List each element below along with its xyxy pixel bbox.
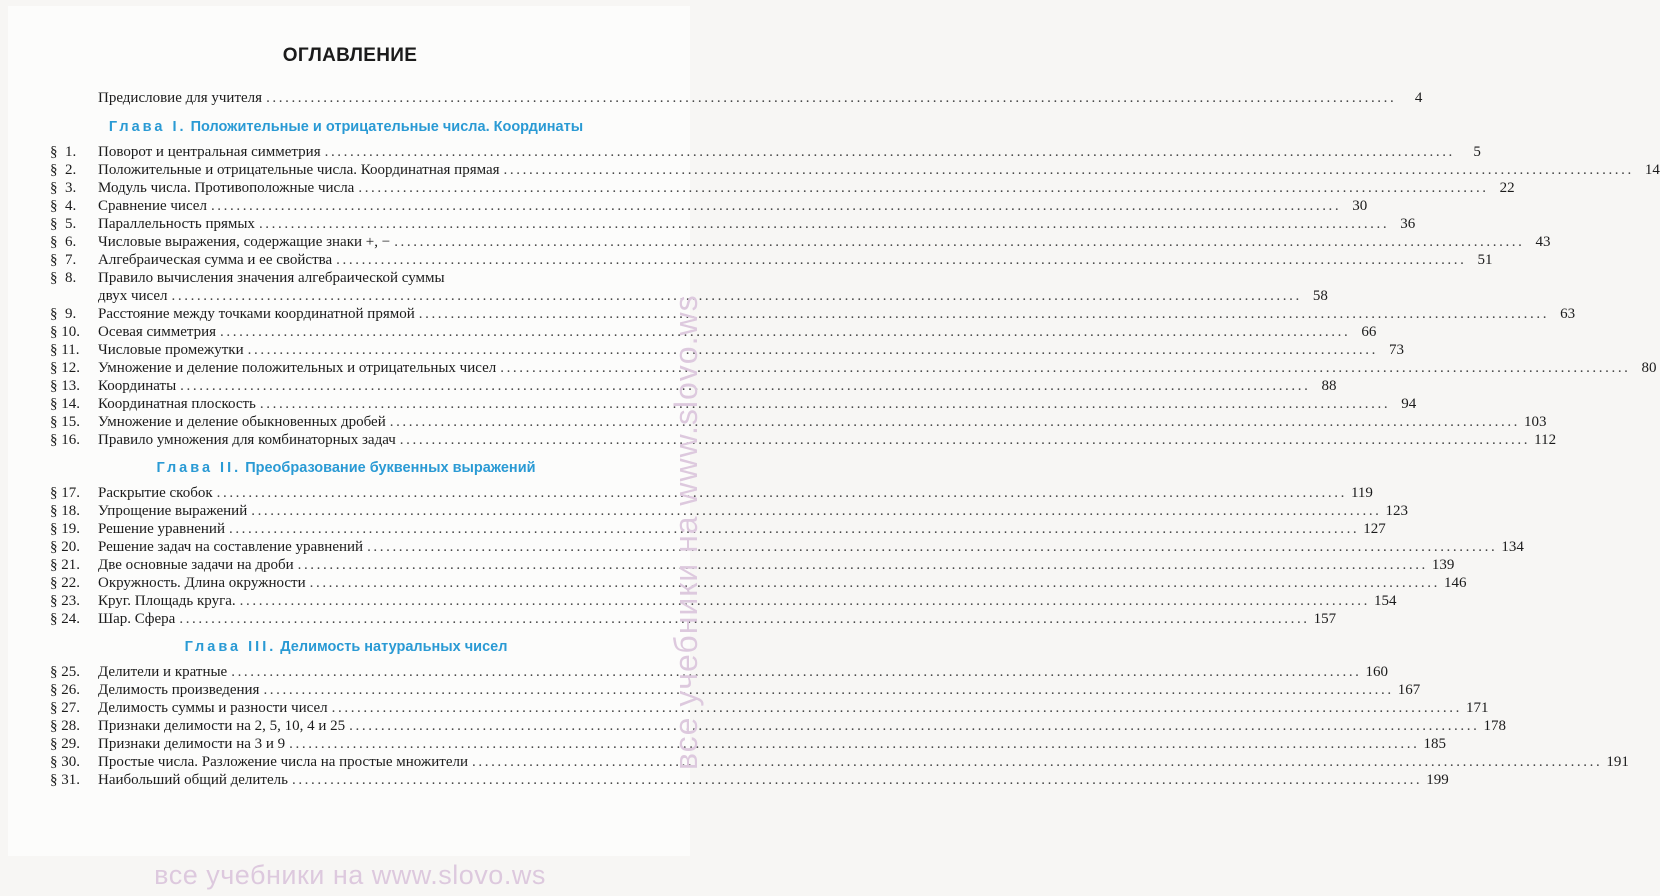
toc-page-number: 154 [1373,593,1397,609]
toc-entry-text: Координаты [98,378,177,394]
toc-page-number: 22 [1499,180,1515,196]
toc-page-number: 127 [1363,521,1386,537]
toc-entry-text: Делимость произведения [98,682,260,698]
toc-leader-dots [266,89,1396,107]
toc-leader-dots [298,556,1428,574]
toc-leader-dots [336,251,1466,269]
toc-page-number: 199 [1426,772,1449,788]
toc-page-number: 14 [1644,162,1660,178]
section-number: § 13. [50,378,80,394]
toc-entry-text: Решение уравнений [98,521,225,537]
toc-entry-text: Признаки делимости на 3 и 9 [98,736,286,752]
toc-page-number: 112 [1534,432,1557,448]
section-number: § 7. [50,252,77,268]
toc-entry-text: Признаки делимости на 2, 5, 10, 4 и 25 [98,718,346,734]
section-number: § 1. [50,144,77,160]
toc-leader-dots [179,610,1309,628]
section-number: § 6. [50,234,77,250]
page-title: ОГЛАВЛЕНИЕ [282,45,418,66]
toc-entry-text: Координатная плоскость [98,396,256,412]
toc-leader-dots [390,413,1520,431]
toc-page-number: 94 [1401,396,1417,412]
toc-entry[interactable] [50,556,1455,574]
section-number: § 10. [50,324,80,340]
toc-entry-text: Наибольший общий делитель [98,772,288,788]
section-number: § 20. [50,539,80,555]
toc-leader-dots [248,341,1378,359]
toc-entry[interactable] [50,538,1524,556]
toc-page-number: 119 [1350,485,1373,501]
section-number: § 31. [50,772,80,788]
toc-entry-text: Раскрытие скобок [98,485,213,501]
toc-page-number: 185 [1423,736,1446,752]
toc-entry-text: Две основные задачи на дроби [98,557,294,573]
section-number: § 11. [50,342,80,358]
section-number: § 3. [50,180,77,196]
toc-page-number: 160 [1365,664,1389,680]
chapter-heading-2 [50,460,642,476]
toc-leader-dots [367,538,1497,556]
toc-entry-text: Умножение и деление обыкновенных дробей [98,414,386,430]
toc-page-number: 66 [1361,324,1377,340]
section-number: § 26. [50,682,80,698]
chapter-label: Глава I. [108,119,187,135]
toc-entry-text: Числовые промежутки [98,342,244,358]
toc-entry[interactable] [50,341,1404,359]
toc-entry-text: Умножение и деление положительных и отрицательных чисел [98,360,497,376]
toc-page-number: 191 [1606,754,1629,770]
toc-entry[interactable] [50,251,1493,269]
toc-page-number: 139 [1431,557,1455,573]
toc-entry[interactable] [50,413,1547,431]
section-number: § 8. [50,270,77,286]
toc-entry-text: Делители и кратные [98,664,228,680]
toc-page-number: 157 [1313,611,1337,627]
section-number: § 30. [50,754,80,770]
toc-leader-dots [310,574,1440,592]
section-number: § 9. [50,306,77,322]
toc-entry[interactable] [50,323,1377,341]
chapter-title: Преобразование буквенных выражений [245,460,536,476]
toc-page-number: 5 [1473,144,1481,160]
toc-entry-text: Модуль числа. Противоположные числа [98,180,355,196]
toc-leader-dots [504,161,1634,179]
toc-entry[interactable] [50,431,1557,449]
toc-leader-dots [400,431,1530,449]
toc-leader-dots [240,592,1370,610]
toc-entry-text: Расстояние между точками координатной прямой [98,306,415,322]
toc-entry[interactable] [50,161,1660,179]
chapter-label: Глава III. [184,639,277,655]
section-number: § 16. [50,432,80,448]
toc-entry[interactable] [50,395,1417,413]
toc-entry[interactable] [50,699,1489,717]
toc-leader-dots [260,395,1390,413]
toc-leader-dots [325,143,1455,161]
chapter-heading-1 [50,119,642,135]
toc-page-number: 4 [1414,90,1423,106]
toc-entry[interactable] [50,269,642,287]
toc-entry[interactable] [50,305,1576,323]
toc-entry-text: Осевая симметрия [98,324,217,340]
toc-page-number: 146 [1443,575,1467,591]
toc-entry[interactable] [50,179,1515,197]
toc-entry[interactable] [50,377,1337,395]
toc-leader-dots [472,753,1602,771]
toc-leader-dots [292,771,1422,789]
section-number: § 23. [50,593,80,609]
section-number: § 2. [50,162,77,178]
toc-page-number: 103 [1524,414,1547,430]
toc-entry-text: Делимость суммы и разности чисел [98,700,328,716]
toc-entry[interactable] [50,663,1389,681]
toc-entry-text: Круг. Площадь круга. [98,593,236,609]
section-number: § 28. [50,718,80,734]
section-number: § 29. [50,736,80,752]
toc-page-number: 51 [1477,252,1493,268]
section-number: § 22. [50,575,80,591]
toc-entry-text: Шар. Сфера [98,611,176,627]
toc-leader-dots [231,663,1361,681]
toc-entry[interactable] [50,574,1467,592]
toc-entry-preface[interactable] [50,89,1423,107]
toc-entry-text: Параллельность прямых [98,216,255,232]
toc-entry-text: Решение задач на составление уравнений [98,539,364,555]
toc-leader-dots [251,502,1381,520]
section-number: § 5. [50,216,77,232]
section-number: § 14. [50,396,80,412]
toc-page-number: 80 [1641,360,1657,376]
chapter-title: Делимость натуральных чисел [280,639,508,655]
chapter-title: Положительные и отрицательные числа. Координаты [190,119,584,135]
toc-entry-text: Положительные и отрицательные числа. Координатная прямая [98,162,500,178]
toc-page-number: 134 [1501,539,1524,555]
section-number: § 15. [50,414,80,430]
toc-page-number: 30 [1352,198,1368,214]
toc-leader-dots [217,484,1347,502]
chapter-heading-3 [50,639,642,655]
toc-entry[interactable] [50,484,1373,502]
section-number: § 12. [50,360,80,376]
toc-leader-dots [211,197,1341,215]
toc-entry-text: Сравнение чисел [98,198,207,214]
section-number: § 19. [50,521,80,537]
toc-entry-text: Окружность. Длина окружности [98,575,306,591]
toc-entry-text: двух чисел [98,288,168,304]
toc-page-number: 171 [1465,700,1489,716]
toc-page-number: 123 [1385,503,1409,519]
toc-entry-text: Правило вычисления значения алгебраической суммы [98,270,445,286]
toc-entry[interactable] [50,771,1449,789]
toc-leader-dots [332,699,1462,717]
toc-entry[interactable] [50,717,1506,735]
toc-leader-dots [358,179,1488,197]
toc-leader-dots [394,233,1524,251]
toc-leader-dots [220,323,1350,341]
section-number: § 24. [50,611,80,627]
toc-page-number: 88 [1321,378,1337,394]
toc-entry[interactable] [50,592,1397,610]
toc-entry[interactable] [50,520,1386,538]
section-number: § 17. [50,485,80,501]
toc-entry[interactable] [50,610,1337,628]
toc-entry-text: Упрощение выражений [98,503,248,519]
toc-page-number: 178 [1483,718,1506,734]
watermark-bottom: все учебники на www.slovo.ws [154,860,546,890]
toc-entry-text: Простые числа. Разложение числа на простые множители [98,754,469,770]
toc-entry[interactable] [50,143,1481,161]
toc-page-number: 63 [1560,306,1576,322]
toc-leader-dots [229,520,1359,538]
section-number: § 4. [50,198,77,214]
toc-leader-dots [172,287,1302,305]
toc-page-number: 73 [1388,342,1404,358]
section-number: § 27. [50,700,80,716]
section-number: § 18. [50,503,80,519]
toc-leader-dots [180,377,1310,395]
toc-page-number: 58 [1312,288,1328,304]
section-number: § 21. [50,557,80,573]
toc-entry[interactable] [50,359,1657,377]
toc-entry-continued[interactable] [50,287,1328,305]
toc-leader-dots [349,717,1479,735]
toc-leader-dots [419,305,1549,323]
toc-page-number: 36 [1400,216,1416,232]
toc-page-number: 167 [1397,682,1421,698]
toc-entry[interactable] [50,735,1446,753]
section-number: § 25. [50,664,80,680]
toc-entry-text: Поворот и центральная симметрия [98,144,321,160]
watermark-side: все учебники на www.slovo.ws [668,294,704,770]
toc-entry-text: Правило умножения для комбинаторных задач [98,432,396,448]
chapter-label: Глава II. [156,460,242,476]
toc-leader-dots [263,681,1393,699]
toc-leader-dots [259,215,1389,233]
toc-entry[interactable] [50,502,1409,520]
toc-entry-text: Предисловие для учителя [98,90,263,106]
toc-entry[interactable] [50,753,1629,771]
toc-entry-text: Алгебраическая сумма и ее свойства [98,252,333,268]
toc-entry[interactable] [50,197,1368,215]
toc-page-number: 43 [1535,234,1551,250]
toc-entry[interactable] [50,215,1416,233]
toc-entry-text: Числовые выражения, содержащие знаки +, − [98,234,391,250]
toc-entry[interactable] [50,233,1551,251]
toc-entry[interactable] [50,681,1421,699]
toc-leader-dots [289,735,1419,753]
